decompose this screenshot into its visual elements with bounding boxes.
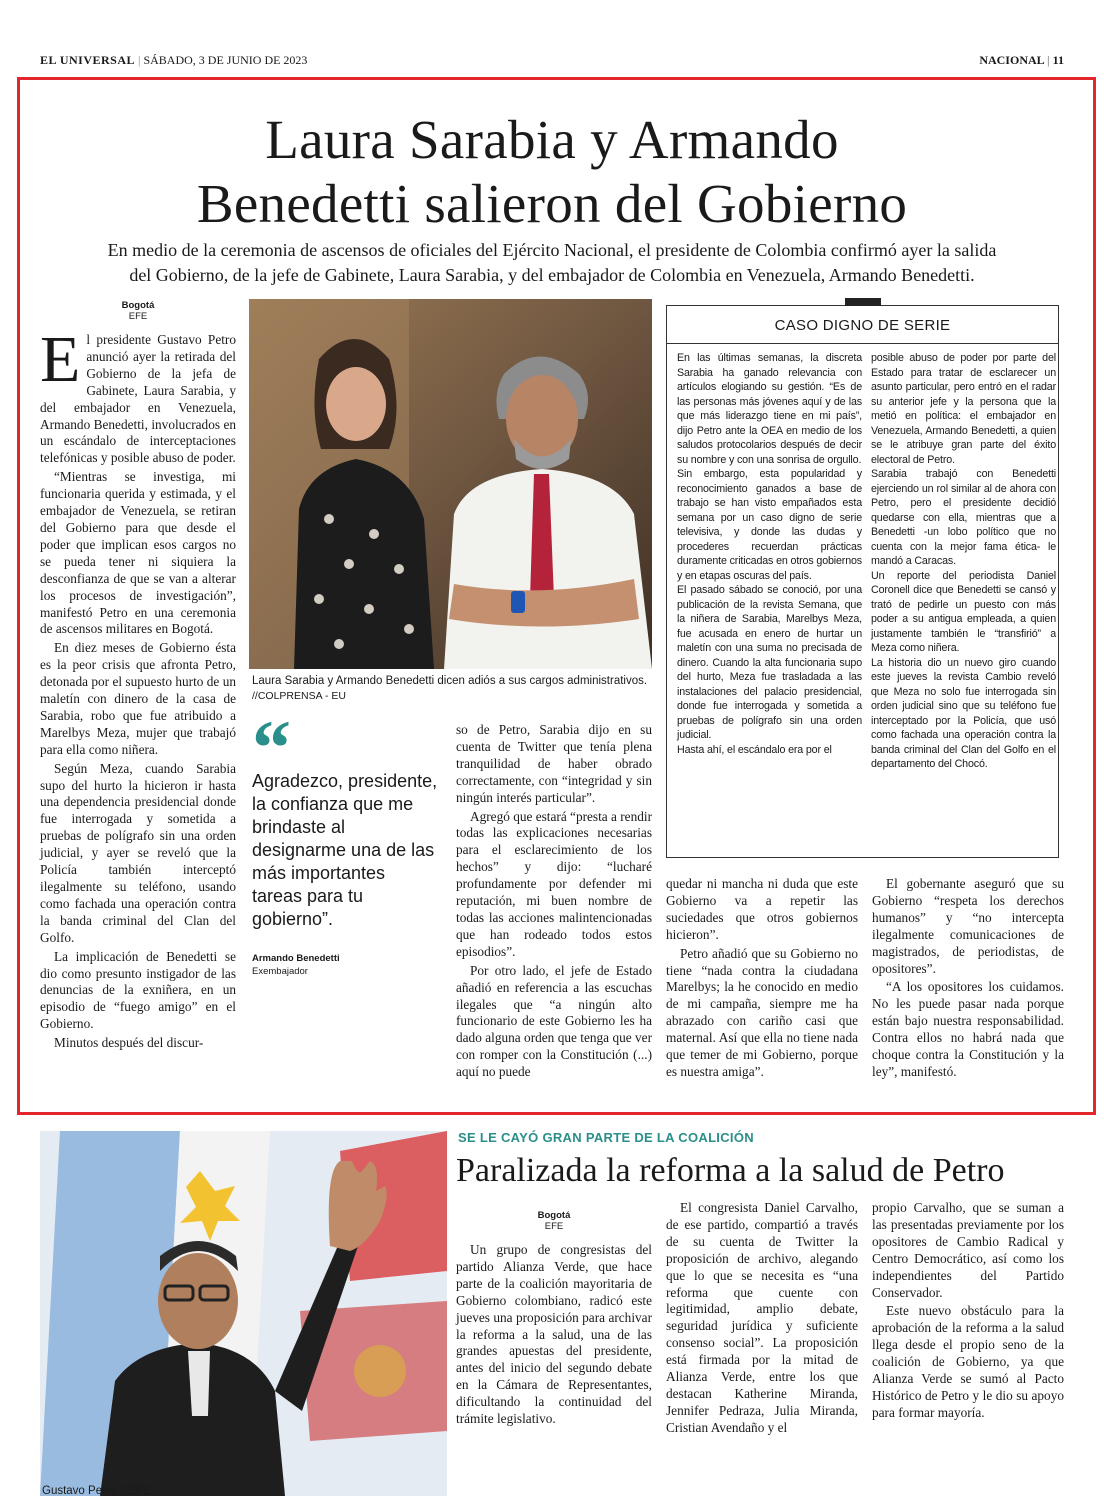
quote-author: Armando Benedetti	[252, 953, 340, 964]
paragraph: En diez meses de Gobierno ésta es la peor crisis que afronta Petro, detonada por el supuesto hurto de un maletín con dinero de la casa de Sarabia, robo que fue atribuido a Marelbys Meza, mujer que trabajó para ella como niñera.	[40, 640, 236, 757]
header-left	[40, 53, 307, 68]
second-byline	[456, 1210, 652, 1232]
second-article-headline: Paralizada la reforma a la salud de Petro	[456, 1152, 1005, 1189]
lead-text: l presidente Gustavo Petro anunció ayer la retirada del Gobierno de la jefa de Gabinete, Laura Sarabia, y del embajador en Venezuela, Armando Benedetti, involucrados en un escándalo de interceptaciones telefónicas y posible abuso de poder.	[40, 332, 236, 466]
second-column-3	[872, 1200, 1064, 1424]
second-column-2	[666, 1200, 858, 1439]
second-photo-caption	[42, 1485, 151, 1497]
photo-caption	[252, 674, 652, 704]
photo-credit: //COLPRENSA - EU	[252, 690, 346, 702]
paragraph: Petro añadió que su Gobierno no tiene “nada contra la ciudadana Marelbys; la he conocido en medio de mi campaña, siempre me ha abrazado con cariño casi que maternal. Así que ella no tiene nada que temer de mi Gobierno, porque es nuestra amiga”.	[666, 945, 858, 1079]
pull-quote	[252, 718, 440, 977]
section-name: NACIONAL	[979, 53, 1044, 67]
second-byline-city: Bogotá	[537, 1210, 571, 1221]
paragraph: Por otro lado, el jefe de Estado añadió en referencia a las escuchas ilegales que “a ningún alto funcionario de este Gobierno les ha dado alguna orden que tenga que ver con romper con la Constitución (...) aquí no puede	[456, 962, 652, 1080]
article-photo	[249, 299, 652, 669]
sidebar-paragraph: Sin embargo, esta popularidad y reconocimiento ganados a base de trabajo se han visto empañados esta semana por un caso digno de serie televisiva, y donde las dudas y procederes recuerdan prácticas duramente criticadas en otros gobiernos y en etapas oscuras del país.	[677, 468, 862, 582]
sidebar-paragraph: Hasta ahí, el escándalo era por el	[677, 743, 832, 756]
page-header	[40, 53, 1064, 71]
sidebar-paragraph: En las últimas semanas, la discreta Sarabia ha ganado relevancia con artículos elogiando su gestión. “Es de las personas más jóvenes aquí y de las que más liderazgo tiene en mi país”, dijo Petro ante la OEA en medio de los saludos protocolarios después de decir su nombre y con una sonrisa de orgullo.	[677, 352, 862, 466]
second-column-1	[456, 1210, 652, 1430]
sidebar-paragraph: posible abuso de poder por parte del Estado para tratar de esclarecer un asunto particular, pero entró en el radar su anterior jefe y la persona que la metió en política: el embajador en Venezuela, Armando Benedetti, a quien se le atribuye gran parte del éxito electoral de Petro.	[871, 352, 1056, 466]
sidebar-paragraph: Sarabia trabajó con Benedetti ejerciendo un rol similar al de ahora con Petro, pero el presidente decidió quedarse con ella, mientras que a Benedetti -un lobo político que no cuenta con la mejor fama ética- le mandó a Caracas.	[871, 468, 1056, 567]
page-number: 11	[1052, 53, 1064, 67]
photo-illustration	[40, 1131, 447, 1496]
second-article-kicker: SE LE CAYÓ GRAN PARTE DE LA COALICIÓN	[458, 1130, 754, 1145]
deck-line-1: En medio de la ceremonia de ascensos de oficiales del Ejército Nacional, el presidente de Colombia confirmó ayer la salida	[107, 240, 997, 260]
quote-text: Agradezco, presidente, la confianza que me brindaste al designarme una de las más importantes tareas para tu gobierno”.	[252, 771, 438, 929]
paragraph: Minutos después del discur-	[54, 1035, 204, 1051]
sidebar-divider	[667, 343, 1058, 344]
paragraph: Este nuevo obstáculo para la aprobación de la reforma a la salud llega desde el propio seno de la coalición de Gobierno, ya que Alianza Verde se sumó al Pacto Histórico de Petro y le dio su apoyo para formar mayoría.	[872, 1303, 1064, 1420]
second-photo-caption-text: Gustavo Petro.	[42, 1485, 119, 1497]
publication-name: EL UNIVERSAL	[40, 53, 136, 67]
sidebar-paragraph: Un reporte del periodista Daniel Coronell dice que Benedetti se cansó y trató de pedirle un puesto con más poder a su antigua empleada, a quien justamente también le “transfirió” a Meza como niñera.	[871, 569, 1056, 654]
paragraph: Un grupo de congresistas del partido Alianza Verde, que hace parte de la coalición mayoritaria de Gobierno colombiano, radicó este jueves una proposición para archivar la reforma a la salud, una de las grandes apuestas del presidente, antes del inicio del segundo debate en la Cámara de Representantes, dificultando la continuidad del trámite legislativo.	[456, 1242, 652, 1427]
photo-caption-text: Laura Sarabia y Armando Benedetti dicen adiós a sus cargos administrativos.	[252, 675, 648, 687]
paragraph: La implicación de Benedetti se dio como presunto instigador de las denuncias de la exniñera, en un episodio de “fuego amigo” en el Gobierno.	[40, 948, 236, 1032]
header-separator: |	[138, 53, 141, 67]
main-column-1	[40, 300, 236, 1054]
sidebar-paragraph: La historia dio un nuevo giro cuando este jueves la revista Cambio reveló que Meza no solo fue interrogada sin orden judicial sino que su teléfono fue interceptado por la Policía, que usó como fachada una operación contra la banda criminal del Clan del Golfo en el departamento del Chocó.	[871, 656, 1056, 770]
main-column-5	[872, 876, 1064, 1083]
sidebar-title: CASO DIGNO DE SERIE	[774, 317, 951, 334]
issue-date: SÁBADO, 3 DE JUNIO DE 2023	[143, 53, 308, 67]
sidebar-tab-marker	[845, 298, 881, 306]
byline	[40, 300, 236, 322]
quote-mark-icon: “	[252, 718, 291, 764]
headline-line-2: Benedetti salieron del Gobierno	[196, 173, 908, 234]
lead-paragraph	[40, 323, 236, 467]
headline-line-1: Laura Sarabia y Armando	[265, 109, 839, 170]
paragraph: propio Carvalho, que se suman a las presentadas previamente por los opositores de Cambio Radical y Centro Democrático, así como los independientes del Partido Conservador.	[872, 1200, 1064, 1300]
paragraph: El gobernante aseguró que su Gobierno “respeta los derechos humanos” y “no intercepta ilegalmente comunicaciones de magistrados, de periodistas, de opositores”.	[872, 876, 1064, 976]
header-right	[979, 53, 1064, 68]
paragraph: Agregó que estará “presta a rendir todas las explicaciones necesarias para el esclarecimiento de los hechos” y dijo: “lucharé profundamente por defender mi reputación, mi buen nombre de todas las acciones malintencionadas que han rodeado todos estos episodios”.	[456, 808, 653, 959]
photo-illustration	[249, 299, 652, 669]
paragraph: “A los opositores los cuidamos. No les puede pasar nada porque están bajo nuestra responsabilidad. Contra ellos no habrá nada que choque contra la Constitución y la ley”, manifestó.	[872, 979, 1064, 1079]
deck-line-2: del Gobierno, de la jefe de Gabinete, Laura Sarabia, y del embajador de Colombia en Venezuela, Armando Benedetti.	[129, 265, 975, 285]
byline-city: Bogotá	[121, 300, 155, 311]
main-column-3	[456, 722, 652, 1083]
second-article-photo	[40, 1131, 447, 1496]
sidebar-column-right	[871, 351, 1056, 772]
article-deck	[60, 238, 1044, 288]
main-headline	[60, 108, 1044, 236]
paragraph: El congresista Daniel Carvalho, de ese partido, compartió a través de su cuenta de Twitter la proposición de archivo, alegando que lo que se necesita es “una reforma que cuente con legitimidad, amplio debate, seguridad jurídica y suficiente consenso social”. La proposición está firmada por la mitad de Alianza Verde, entre los que destacan Katherine Miranda, Jennifer Pedraza, Julia Miranda, Cristian Avendaño y el	[666, 1200, 858, 1435]
paragraph: “Mientras se investiga, mi funcionaria querida y estimada, y el embajador de Venezuela, se retiran del Gobierno para que desde el poder que implican esos cargos no se pueda tener ni siquiera la desconfianza de que se van a alterar los procesos de investigación”, manifestó Petro en una ceremonia de ascensos militares en Bogotá.	[40, 469, 236, 637]
paragraph: quedar ni mancha ni duda que este Gobierno va a repetir las suciedades que otros gobiernos hicieron”.	[666, 876, 858, 942]
quote-author-role: Exembajador	[252, 966, 308, 977]
main-column-4	[666, 876, 858, 1083]
second-byline-agency: EFE	[544, 1221, 564, 1232]
sidebar-box	[666, 305, 1059, 858]
header-separator-right: |	[1047, 53, 1050, 67]
second-photo-credit: //EFE	[121, 1485, 151, 1497]
drop-cap: E	[40, 323, 81, 396]
paragraph: Según Meza, cuando Sarabia supo del hurto la hicieron ir hasta una dependencia presidencial donde fue interrogada y sometida a pruebas de polígrafo sin una orden judicial, y ayer se reveló que la Policía también interceptó ilegalmente su teléfono, usando como fachada una operación contra la banda criminal del Clan del Golfo.	[40, 760, 236, 945]
paragraph: so de Petro, Sarabia dijo en su cuenta de Twitter que tenía plena tranquilidad de haber obrado correctamente, con “integridad y sin ningún interés particular”.	[456, 722, 652, 805]
sidebar-paragraph: El pasado sábado se conoció, por una publicación de la revista Semana, que la niñera de Sarabia, Marelbys Meza, fue acusada en enero de hurtar un maletín con una suma no precisada de dinero. Cuando la alta funcionaria supo del hurto, Meza fue trasladada a las instalaciones del palacio presidencial, donde fue interrogada y sometida a pruebas de polígrafo sin una orden judicial.	[677, 584, 862, 741]
sidebar-column-left	[677, 351, 862, 757]
byline-agency: EFE	[128, 311, 148, 322]
